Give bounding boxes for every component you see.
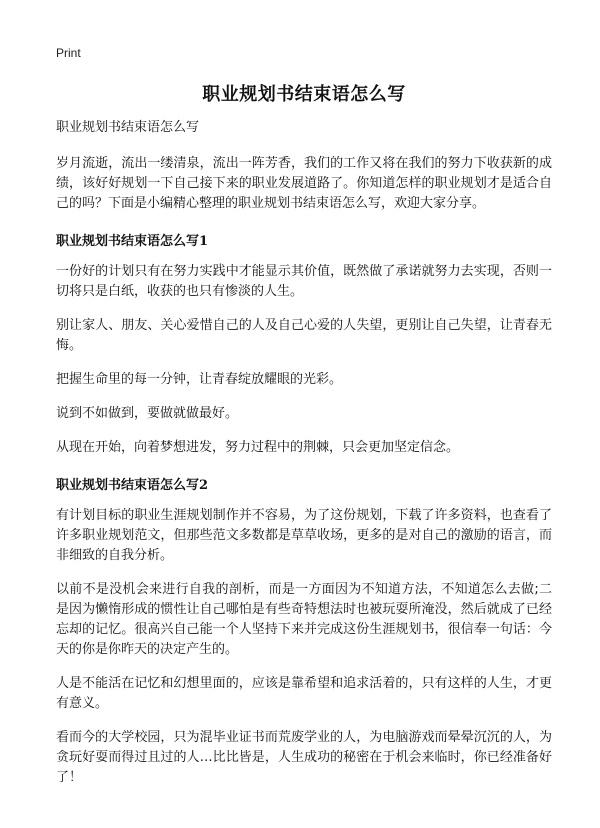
section-1-paragraph: 别让家人、朋友、关心爱惜自己的人及自己心爱的人失望，更别让自己失望，让青春无悔。 (56, 318, 552, 353)
section-1-paragraph: 把握生命里的每一分钟，让青春绽放耀眼的光彩。 (56, 372, 343, 387)
section-heading-2: 职业规划书结束语怎么写2 (56, 478, 209, 493)
section-2-paragraph: 有计划目标的职业生涯规划制作并不容易，为了这份规划，下载了许多资料，也查看了许多职业规划范文，但那些范文多数都是草草收场，更多的是对自己的激励的语言，而非细致的自我分析。 (56, 508, 552, 563)
section-1-paragraph: 说到不如做到，要做就做最好。 (56, 406, 239, 421)
section-2-paragraph: 看而今的大学校园，只为混毕业证书而荒废学业的人，为电脑游戏而晕晕沉沉的人，为贪玩好耍而得过且过的人…比比皆是，人生成功的秘密在于机会来临时，你已经准备好了！ (56, 730, 552, 785)
section-2-paragraph: 以前不是没机会来进行自我的剖析，而是一方面因为不知道方法，不知道怎么去做;二是因为懒惰形成的惯性让自己哪怕是有些奇特想法时也被玩耍所淹没，然后就成了已经忘却的记忆。很高兴自己能一个人坚持下来并完成这份生涯规划书，很信奉一句话：今天的你是你昨天的决定产生的。 (56, 582, 552, 657)
subtitle: 职业规划书结束语怎么写 (56, 120, 200, 135)
section-1-paragraph: 从现在开始，向着梦想进发，努力过程中的荆棘，只会更加坚定信念。 (56, 440, 460, 455)
print-link[interactable]: Print (56, 46, 81, 60)
section-2-paragraph: 人是不能活在记忆和幻想里面的，应该是靠希望和追求活着的，只有这样的人生，才更有意义。 (56, 676, 552, 711)
section-1-paragraph: 一份好的计划只有在努力实践中才能显示其价值，既然做了承诺就努力去实现，否则一切将只是白纸，收获的也只有惨淡的人生。 (56, 264, 552, 299)
section-heading-1: 职业规划书结束语怎么写1 (56, 234, 209, 249)
document-body (56, 118, 552, 802)
document-title: 职业规划书结束语怎么写 (202, 84, 406, 105)
intro-paragraph: 岁月流逝，流出一缕清泉，流出一阵芳香，我们的工作又将在我们的努力下收获新的成绩，该好好规划一下自己接下来的职业发展道路了。你知道怎样的职业规划才是适合自己的吗？下面是小编精心整理的职业规划书结束语怎么写，欢迎大家分享。 (56, 156, 552, 211)
